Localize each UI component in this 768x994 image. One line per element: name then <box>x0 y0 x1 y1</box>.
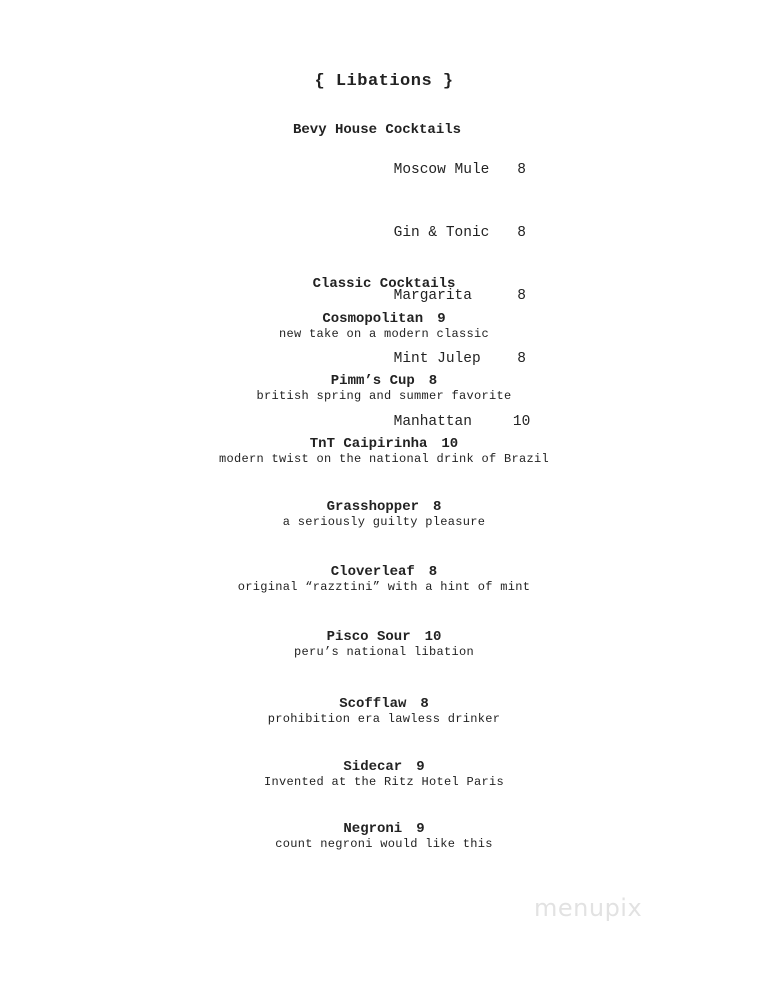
item-name: Grasshopper <box>326 499 419 515</box>
item-price: 8 <box>428 564 438 580</box>
classic-cocktails-heading: Classic Cocktails <box>312 276 456 292</box>
classic-item-tnt-caipirinha <box>0 436 768 467</box>
item-name: Cosmopolitan <box>322 311 424 327</box>
item-price: 10 <box>441 436 459 452</box>
classic-item-negroni <box>0 821 768 852</box>
classic-item-cloverleaf <box>0 564 768 595</box>
list-item <box>324 202 534 265</box>
item-description: british spring and summer favorite <box>256 389 512 403</box>
classic-item-grasshopper <box>0 499 768 530</box>
house-cocktails-heading: Bevy House Cocktails <box>293 122 462 138</box>
item-description: prohibition era lawless drinker <box>267 712 501 726</box>
classic-item-sidecar <box>0 759 768 790</box>
item-name: Gin & Tonic <box>393 225 490 241</box>
item-title <box>0 373 768 389</box>
item-description: count negroni would like this <box>275 837 493 851</box>
item-price: 8 <box>420 696 429 712</box>
item-title <box>0 564 768 580</box>
menupix-watermark <box>522 878 692 938</box>
item-price: 8 <box>517 162 526 178</box>
item-name: Pimm’s Cup <box>330 373 415 389</box>
item-price: 8 <box>517 288 526 304</box>
item-name: Negroni <box>343 821 403 837</box>
item-name: Margarita <box>393 288 472 304</box>
item-description: original “razztini” with a hint of mint <box>237 580 531 594</box>
house-cocktails-list <box>324 139 534 454</box>
item-price: 8 <box>433 499 442 515</box>
item-title <box>0 499 768 515</box>
item-name: Scofflaw <box>339 696 407 712</box>
item-name: Cloverleaf <box>330 564 415 580</box>
classic-item-scofflaw <box>0 696 768 727</box>
item-description: a seriously guilty pleasure <box>282 515 486 529</box>
item-price: 9 <box>437 311 446 327</box>
item-title <box>0 311 768 327</box>
item-name: Manhattan <box>393 414 472 430</box>
item-name: Sidecar <box>343 759 403 775</box>
item-price: 8 <box>428 373 438 389</box>
page-title: { Libations } <box>314 72 454 91</box>
item-name: Mint Julep <box>393 351 481 367</box>
item-price: 9 <box>416 759 425 775</box>
classic-item-pimms-cup <box>0 373 768 404</box>
item-price: 9 <box>416 821 425 837</box>
item-price: 8 <box>517 225 526 241</box>
item-description: new take on a modern classic <box>278 327 490 341</box>
item-title <box>0 821 768 837</box>
item-description: peru’s national libation <box>293 645 475 659</box>
item-price: 10 <box>424 629 442 645</box>
classic-item-pisco-sour <box>0 629 768 660</box>
item-price: 8 <box>517 351 526 367</box>
item-title <box>0 436 768 452</box>
item-title <box>0 759 768 775</box>
menupix-logo: menupix <box>534 894 643 922</box>
item-name: Moscow Mule <box>393 162 490 178</box>
list-item <box>324 139 534 202</box>
item-name: Pisco Sour <box>326 629 411 645</box>
item-price: 10 <box>512 414 531 430</box>
item-name: TnT Caipirinha <box>309 436 428 452</box>
item-title <box>0 696 768 712</box>
item-description: modern twist on the national drink of Brazil <box>218 452 550 466</box>
item-description: Invented at the Ritz Hotel Paris <box>263 775 505 789</box>
classic-item-cosmopolitan <box>0 311 768 342</box>
item-title <box>0 629 768 645</box>
